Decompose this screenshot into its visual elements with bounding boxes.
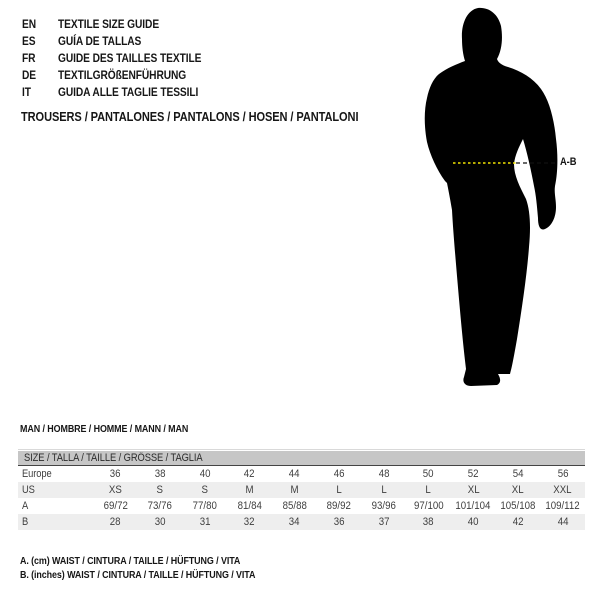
size-cell <box>272 498 317 514</box>
language-list <box>22 15 227 100</box>
size-cell <box>138 514 183 530</box>
size-value: M <box>245 484 254 496</box>
size-value: XS <box>108 484 122 496</box>
language-row <box>22 83 227 100</box>
footnote-a <box>20 554 297 568</box>
size-value: 101/104 <box>455 500 491 512</box>
size-value: XXL <box>553 484 572 496</box>
table-row <box>18 466 585 482</box>
size-value: 50 <box>423 468 434 480</box>
size-value: 85/88 <box>282 500 307 512</box>
language-row <box>22 49 227 66</box>
size-cell <box>361 514 406 530</box>
size-cell <box>272 466 317 482</box>
size-cell <box>182 498 227 514</box>
row-label-text: B <box>22 516 29 528</box>
size-cell <box>540 498 585 514</box>
language-code <box>22 68 58 82</box>
language-row <box>22 15 227 32</box>
size-cell <box>361 466 406 482</box>
size-value: 109/112 <box>545 500 580 512</box>
size-cell <box>227 482 272 498</box>
size-cell <box>93 466 138 482</box>
table-header-text: SIZE / TALLA / TAILLE / GRÖSSE / TAGLIA <box>24 452 203 464</box>
language-label: GUIDA ALLE TAGLIE TESSILI <box>58 84 199 99</box>
man-silhouette <box>425 8 558 386</box>
size-value: 52 <box>467 468 479 480</box>
language-code <box>22 85 58 99</box>
size-value: 37 <box>378 516 390 528</box>
size-value: 77/80 <box>192 500 217 512</box>
size-cell <box>227 498 272 514</box>
language-code-text: IT <box>22 84 31 99</box>
size-value: 73/76 <box>147 500 173 512</box>
table-row <box>18 482 585 498</box>
size-cell <box>406 514 451 530</box>
size-cell <box>540 482 585 498</box>
language-label: GUIDE DES TAILLES TEXTILE <box>58 50 202 65</box>
language-label: TEXTILGRÖßENFÜHRUNG <box>58 67 187 82</box>
language-code <box>22 17 58 31</box>
size-value: 48 <box>378 468 390 480</box>
size-value: 56 <box>557 468 569 480</box>
size-cell <box>317 466 362 482</box>
row-label-text: Europe <box>22 468 52 480</box>
size-cell <box>451 514 496 530</box>
row-label <box>18 466 93 482</box>
size-value: 31 <box>199 516 211 528</box>
size-value: 81/84 <box>237 500 262 512</box>
size-value: 69/72 <box>103 500 128 512</box>
size-cell <box>272 514 317 530</box>
size-cell <box>451 482 496 498</box>
size-cell <box>317 482 362 498</box>
size-value: L <box>425 484 432 496</box>
size-value: 42 <box>512 516 524 528</box>
size-value: 28 <box>109 516 121 528</box>
language-label: GUÍA DE TALLAS <box>58 33 142 48</box>
size-value: 42 <box>244 468 255 480</box>
size-value: 36 <box>333 516 345 528</box>
size-cell <box>496 482 541 498</box>
language-label: TEXTILE SIZE GUIDE <box>58 16 160 31</box>
size-value: 89/92 <box>326 500 352 512</box>
size-value: 36 <box>109 468 121 480</box>
language-row <box>22 66 227 83</box>
size-value: XL <box>467 484 480 496</box>
language-code <box>22 34 58 48</box>
measure-label <box>560 156 579 168</box>
language-row <box>22 32 227 49</box>
size-value: 38 <box>154 468 166 480</box>
section-title-text: MAN / HOMBRE / HOMME / MANN / MAN <box>20 423 189 435</box>
size-value: M <box>290 484 299 496</box>
size-cell <box>317 498 362 514</box>
size-cell <box>227 466 272 482</box>
size-cell <box>93 498 138 514</box>
size-cell <box>406 482 451 498</box>
size-cell <box>361 482 406 498</box>
category-title-text: TROUSERS / PANTALONES / PANTALONS / HOSEN / PANTALONI <box>21 109 359 124</box>
size-value: S <box>156 484 164 496</box>
size-value: 105/108 <box>500 500 536 512</box>
size-value: 40 <box>199 468 211 480</box>
row-label-text: A <box>22 500 29 512</box>
size-value: 44 <box>288 468 300 480</box>
size-cell <box>93 514 138 530</box>
table-row <box>18 498 585 514</box>
size-table-rows <box>18 466 585 530</box>
size-value: 97/100 <box>413 500 444 512</box>
size-value: 40 <box>467 516 479 528</box>
size-value: 32 <box>244 516 255 528</box>
size-value: 34 <box>288 516 300 528</box>
size-cell <box>496 466 541 482</box>
size-cell <box>317 514 362 530</box>
size-value: 44 <box>557 516 569 528</box>
size-value: L <box>336 484 342 496</box>
row-label-text: US <box>22 484 35 496</box>
measure-label-text: A-B <box>560 156 577 168</box>
footnotes <box>20 554 297 582</box>
row-label <box>18 498 93 514</box>
size-cell <box>496 498 541 514</box>
size-cell <box>138 498 183 514</box>
footnote-b <box>20 568 297 582</box>
size-cell <box>496 514 541 530</box>
row-label <box>18 514 93 530</box>
size-value: 38 <box>423 516 434 528</box>
table-row <box>18 514 585 530</box>
size-value: 46 <box>333 468 345 480</box>
footnote-a-text: A. (cm) WAIST / CINTURA / TAILLE / HÜFTUNG / VITA <box>20 555 241 567</box>
size-cell <box>540 514 585 530</box>
language-code-text: ES <box>22 33 36 48</box>
size-cell <box>182 514 227 530</box>
size-cell <box>451 498 496 514</box>
size-cell <box>406 498 451 514</box>
section-title <box>20 423 218 435</box>
language-code-text: FR <box>22 50 36 65</box>
size-table <box>18 449 585 530</box>
row-label <box>18 482 93 498</box>
size-cell <box>182 466 227 482</box>
language-code-text: EN <box>22 16 37 31</box>
size-cell <box>540 466 585 482</box>
table-top-divider <box>18 449 585 450</box>
language-code-text: DE <box>22 67 37 82</box>
size-value: 93/96 <box>371 500 396 512</box>
size-cell <box>272 482 317 498</box>
category-title <box>21 109 418 124</box>
size-cell <box>182 482 227 498</box>
size-value: 30 <box>154 516 166 528</box>
size-value: S <box>201 484 209 496</box>
language-code <box>22 51 58 65</box>
size-cell <box>138 466 183 482</box>
size-cell <box>451 466 496 482</box>
size-value: L <box>381 484 387 496</box>
table-header <box>18 451 585 466</box>
size-value: 54 <box>512 468 524 480</box>
size-cell <box>361 498 406 514</box>
size-value: XL <box>512 484 524 496</box>
size-cell <box>93 482 138 498</box>
size-cell <box>227 514 272 530</box>
footnote-b-text: B. (inches) WAIST / CINTURA / TAILLE / HÜFTUNG / VITA <box>20 569 256 581</box>
size-cell <box>138 482 183 498</box>
size-cell <box>406 466 451 482</box>
